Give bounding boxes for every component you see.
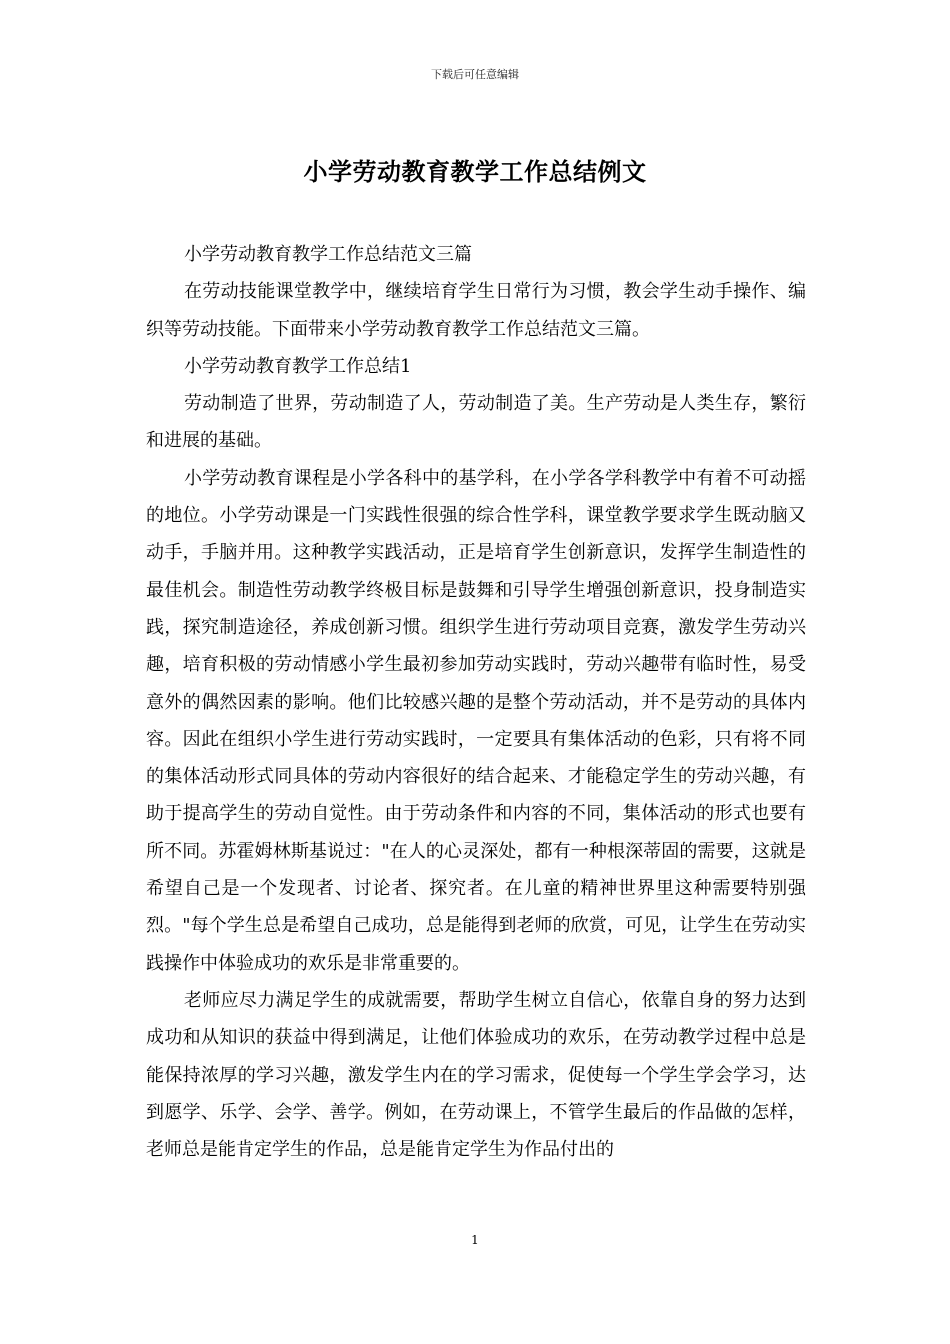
page-number: 1 [471, 1233, 479, 1247]
section-heading-1: 小学劳动教育教学工作总结1 [184, 355, 412, 377]
body-paragraph-3: 老师应尽力满足学生的成就需要，帮助学生树立自信心，依靠自身的努力达到成功和从知识的获益中得到满足，让他们体验成功的欢乐，在劳动教学过程中总是能保持浓厚的学习兴趣，激发学生内在的学习需求，促使每一个学生学会学习，达到愿学、乐学、会学、善学。例如，在劳动课上，不管学生最后的作品做的怎样，老师总是能肯定学生的作品，总是能肯定学生为作品付出的 [146, 989, 806, 1161]
document-title: 小学劳动教育教学工作总结例文 [303, 157, 647, 186]
body-paragraph-2: 小学劳动教育课程是小学各科中的基学科，在小学各学科教学中有着不可动摇的地位。小学劳动课是一门实践性很强的综合性学科，课堂教学要求学生既动脑又动手，手脑并用。这种教学实践活动，正是培育学生创新意识，发挥学生制造性的最佳机会。制造性劳动教学终极目标是鼓舞和引导学生增强创新意识，投身制造实践，探究制造途径，养成创新习惯。组织学生进行劳动项目竞赛，激发学生劳动兴趣，培育积极的劳动情感小学生最初参加劳动实践时，劳动兴趣带有临时性，易受意外的偶然因素的影响。他们比较感兴趣的是整个劳动活动，并不是劳动的具体内容。因此在组织小学生进行劳动实践时，一定要具有集体活动的色彩，只有将不同的集体活动形式同具体的劳动内容很好的结合起来、才能稳定学生的劳动兴趣，有助于提高学生的劳动自觉性。由于劳动条件和内容的不同，集体活动的形式也要有所不同。苏霍姆林斯基说过："在人的心灵深处，都有一种根深蒂固的需要，这就是希望自己是一个发现者、讨论者、探究者。在儿童的精神世界里这种需要特别强烈。"每个学生总是希望自己成功，总是能得到老师的欣赏，可见，让学生在劳动实践操作中体验成功的欢乐是非常重要的。 [146, 467, 806, 974]
intro-paragraph: 在劳动技能课堂教学中，继续培育学生日常行为习惯，教会学生动手操作、编织等劳动技能。下面带来小学劳动教育教学工作总结范文三篇。 [146, 281, 806, 340]
page-header-note: 下载后可任意编辑 [431, 68, 519, 81]
body-paragraph-1: 劳动制造了世界，劳动制造了人，劳动制造了美。生产劳动是人类生存，繁衍和进展的基础。 [146, 393, 806, 452]
subtitle-paragraph: 小学劳动教育教学工作总结范文三篇 [184, 244, 472, 265]
document-body [146, 236, 806, 1168]
